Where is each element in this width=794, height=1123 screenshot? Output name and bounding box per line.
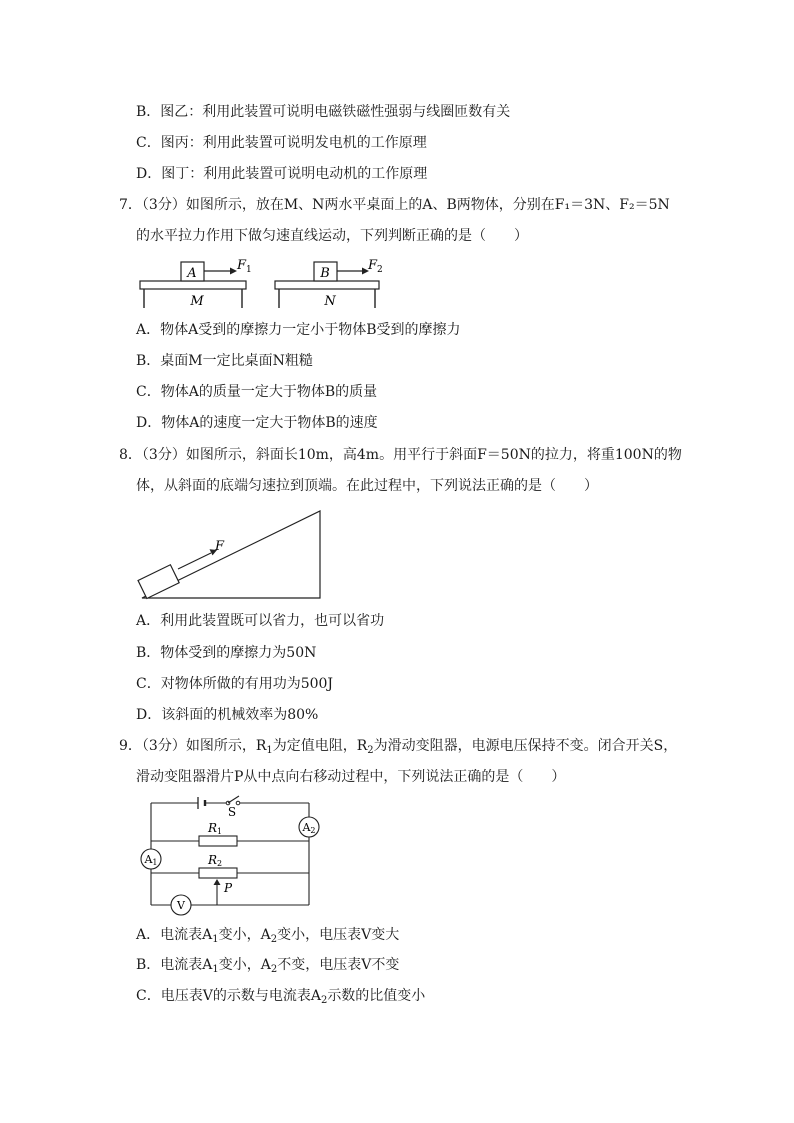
resistor-r1 [199,836,237,846]
q9-option-a: A．电流表$A_1$变小，$A_2$变小，电压表V变大 [136,927,400,945]
slider-p-label: P [224,881,233,895]
q8-stem-line1: 8．（3分）如图所示，斜面长10m，高4m。用平行于斜面F＝50N的拉力，将重100N的物 [119,447,682,463]
rheostat-r2 [199,868,237,878]
q8-option-c: C．对物体所做的有用功为500J [136,676,334,692]
q9-option-b: B．电流表$A_1$变小，$A_2$不变，电压表V不变 [136,957,400,975]
q8-option-b: B．物体受到的摩擦力为50N [136,645,317,661]
q9-stem-line1: 9．（3分）如图所示，$R_1$为定值电阻，$R_2$为滑动变阻器，电源电压保持不变。闭合开关S， [119,738,678,756]
q9-stem-line2: 滑动变阻器滑片P从中点向右移动过程中，下列说法正确的是（ ） [136,769,566,785]
voltmeter-v-label: V [177,899,185,912]
q9-figure-circuit [135,793,325,918]
q7-option-c: C．物体A的质量一定大于物体B的质量 [136,384,378,400]
q7-stem-line1: 7．（3分）如图所示，放在M、N两水平桌面上的A、B两物体，分别在F₁＝3N、F₂＝5N [119,197,670,213]
q8-stem-line2: 体，从斜面的底端匀速拉到顶端。在此过程中，下列说法正确的是（ ） [136,478,598,494]
table-n-top [275,281,379,289]
table-m-label: M [190,294,204,309]
force-f2-label: $F_2$ [368,258,383,275]
slider-arrowhead [214,879,221,885]
force-f1-arrowhead [230,268,237,275]
q6-option-b: B．图乙：利用此装置可说明电磁铁磁性强弱与线圈匝数有关 [136,104,511,120]
switch-contact [236,801,240,805]
q7-option-a: A．物体A受到的摩擦力一定小于物体B受到的摩擦力 [136,322,461,338]
resistor-r1-label: R1 [208,821,223,836]
q8-option-a: A．利用此装置既可以省力，也可以省功 [136,613,385,629]
switch-label: S [227,805,237,819]
q7-stem-line2: 的水平拉力作用下做匀速直线运动，下列判断正确的是（ ） [136,228,528,244]
q6-option-c: C．图丙：利用此装置可说明发电机的工作原理 [136,135,427,151]
q7-figure-tables [130,252,400,312]
box-on-incline [138,565,179,599]
table-m-top [140,281,246,289]
q7-option-d: D．物体A的速度一定大于物体B的速度 [136,415,378,431]
ammeter-a1-label: A1 [144,853,158,867]
block-a-label: A [187,266,197,281]
ammeter-a2-label: A2 [302,821,316,835]
rheostat-r2-label: R2 [208,853,223,868]
q8-option-d: D．该斜面的机械效率为80% [136,707,319,723]
table-n-label: N [324,294,336,309]
q9-option-c: C．电压表V的示数与电流表$A_2$示数的比值变小 [136,988,426,1006]
block-b-label: B [320,266,330,281]
force-f-label: F [215,539,225,554]
q6-option-d: D．图丁：利用此装置可说明电动机的工作原理 [136,166,428,182]
q8-figure-incline [130,505,330,605]
force-f1-label: $F_1$ [237,258,252,275]
q7-option-b: B．桌面M一定比桌面N粗糙 [136,353,313,369]
